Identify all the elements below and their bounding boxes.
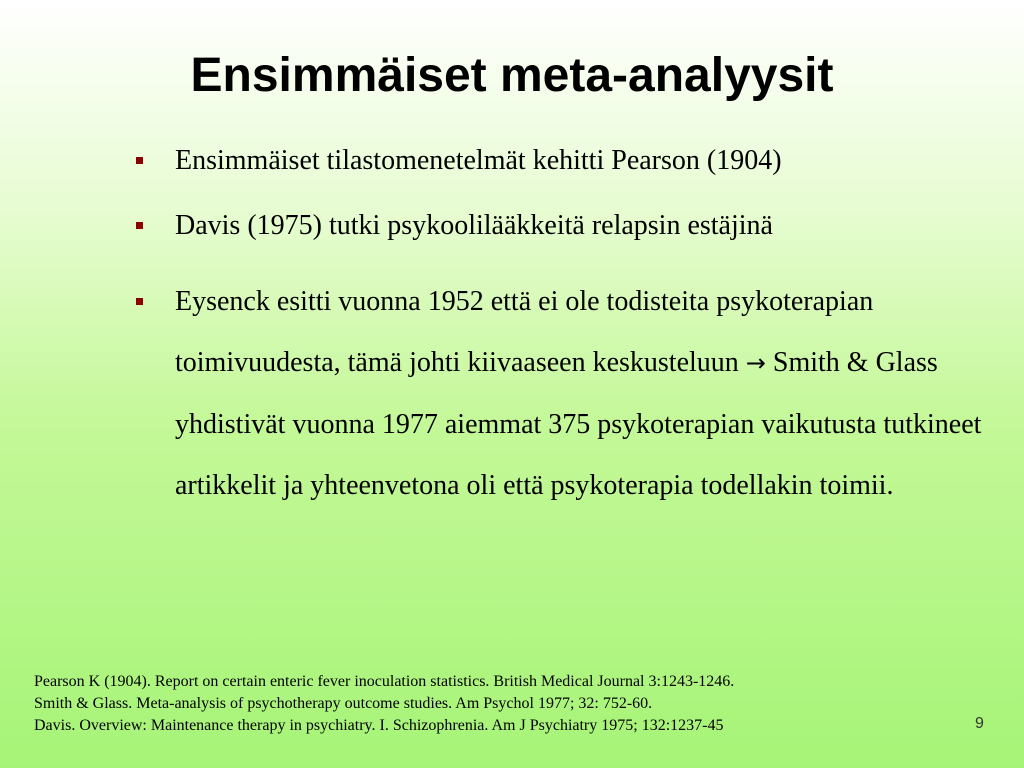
reference-pearson: Pearson K (1904). Report on certain enteric fever inoculation statistics. British Medical Journal 3:1243-1246. <box>34 673 735 690</box>
bullet-item-pearson <box>136 140 986 181</box>
references <box>34 671 934 737</box>
square-bullet-icon <box>136 222 143 229</box>
right-arrow-icon: → <box>745 349 766 377</box>
page-number: 9 <box>975 715 984 732</box>
bullet-list <box>136 140 986 516</box>
bullet-text: Davis (1975) tutki psykoolilääkkeitä relapsin estäjinä <box>175 210 773 241</box>
reference-smith-glass: Smith & Glass. Meta-analysis of psychotherapy outcome studies. Am Psychol 1977; 32: 752-60. <box>34 695 653 712</box>
square-bullet-icon <box>136 157 143 164</box>
square-bullet-icon <box>136 298 143 305</box>
bullet-text: Ensimmäiset tilastomenetelmät kehitti Pearson (1904) <box>175 145 782 176</box>
bullet-item-davis <box>136 205 986 246</box>
bullet-text-part2: Smith & Glass yhdistivät vuonna 1977 aiemmat 375 psykoterapian vaikutusta tutkineet artikkelit ja yhteenvetona oli että psykoterapia todellakin toimii. <box>175 347 982 501</box>
bullet-item-eysenck <box>136 271 986 516</box>
bullet-text-part1: Eysenck esitti vuonna 1952 että ei ole todisteita psykoterapian toimivuudesta, tämä johti kiivaaseen keskusteluun <box>175 286 874 378</box>
reference-davis: Davis. Overview: Maintenance therapy in psychiatry. I. Schizophrenia. Am J Psychiatry 1975; 132:1237-45 <box>34 717 724 734</box>
slide-title: Ensimmäiset meta-analyysit <box>190 49 834 102</box>
